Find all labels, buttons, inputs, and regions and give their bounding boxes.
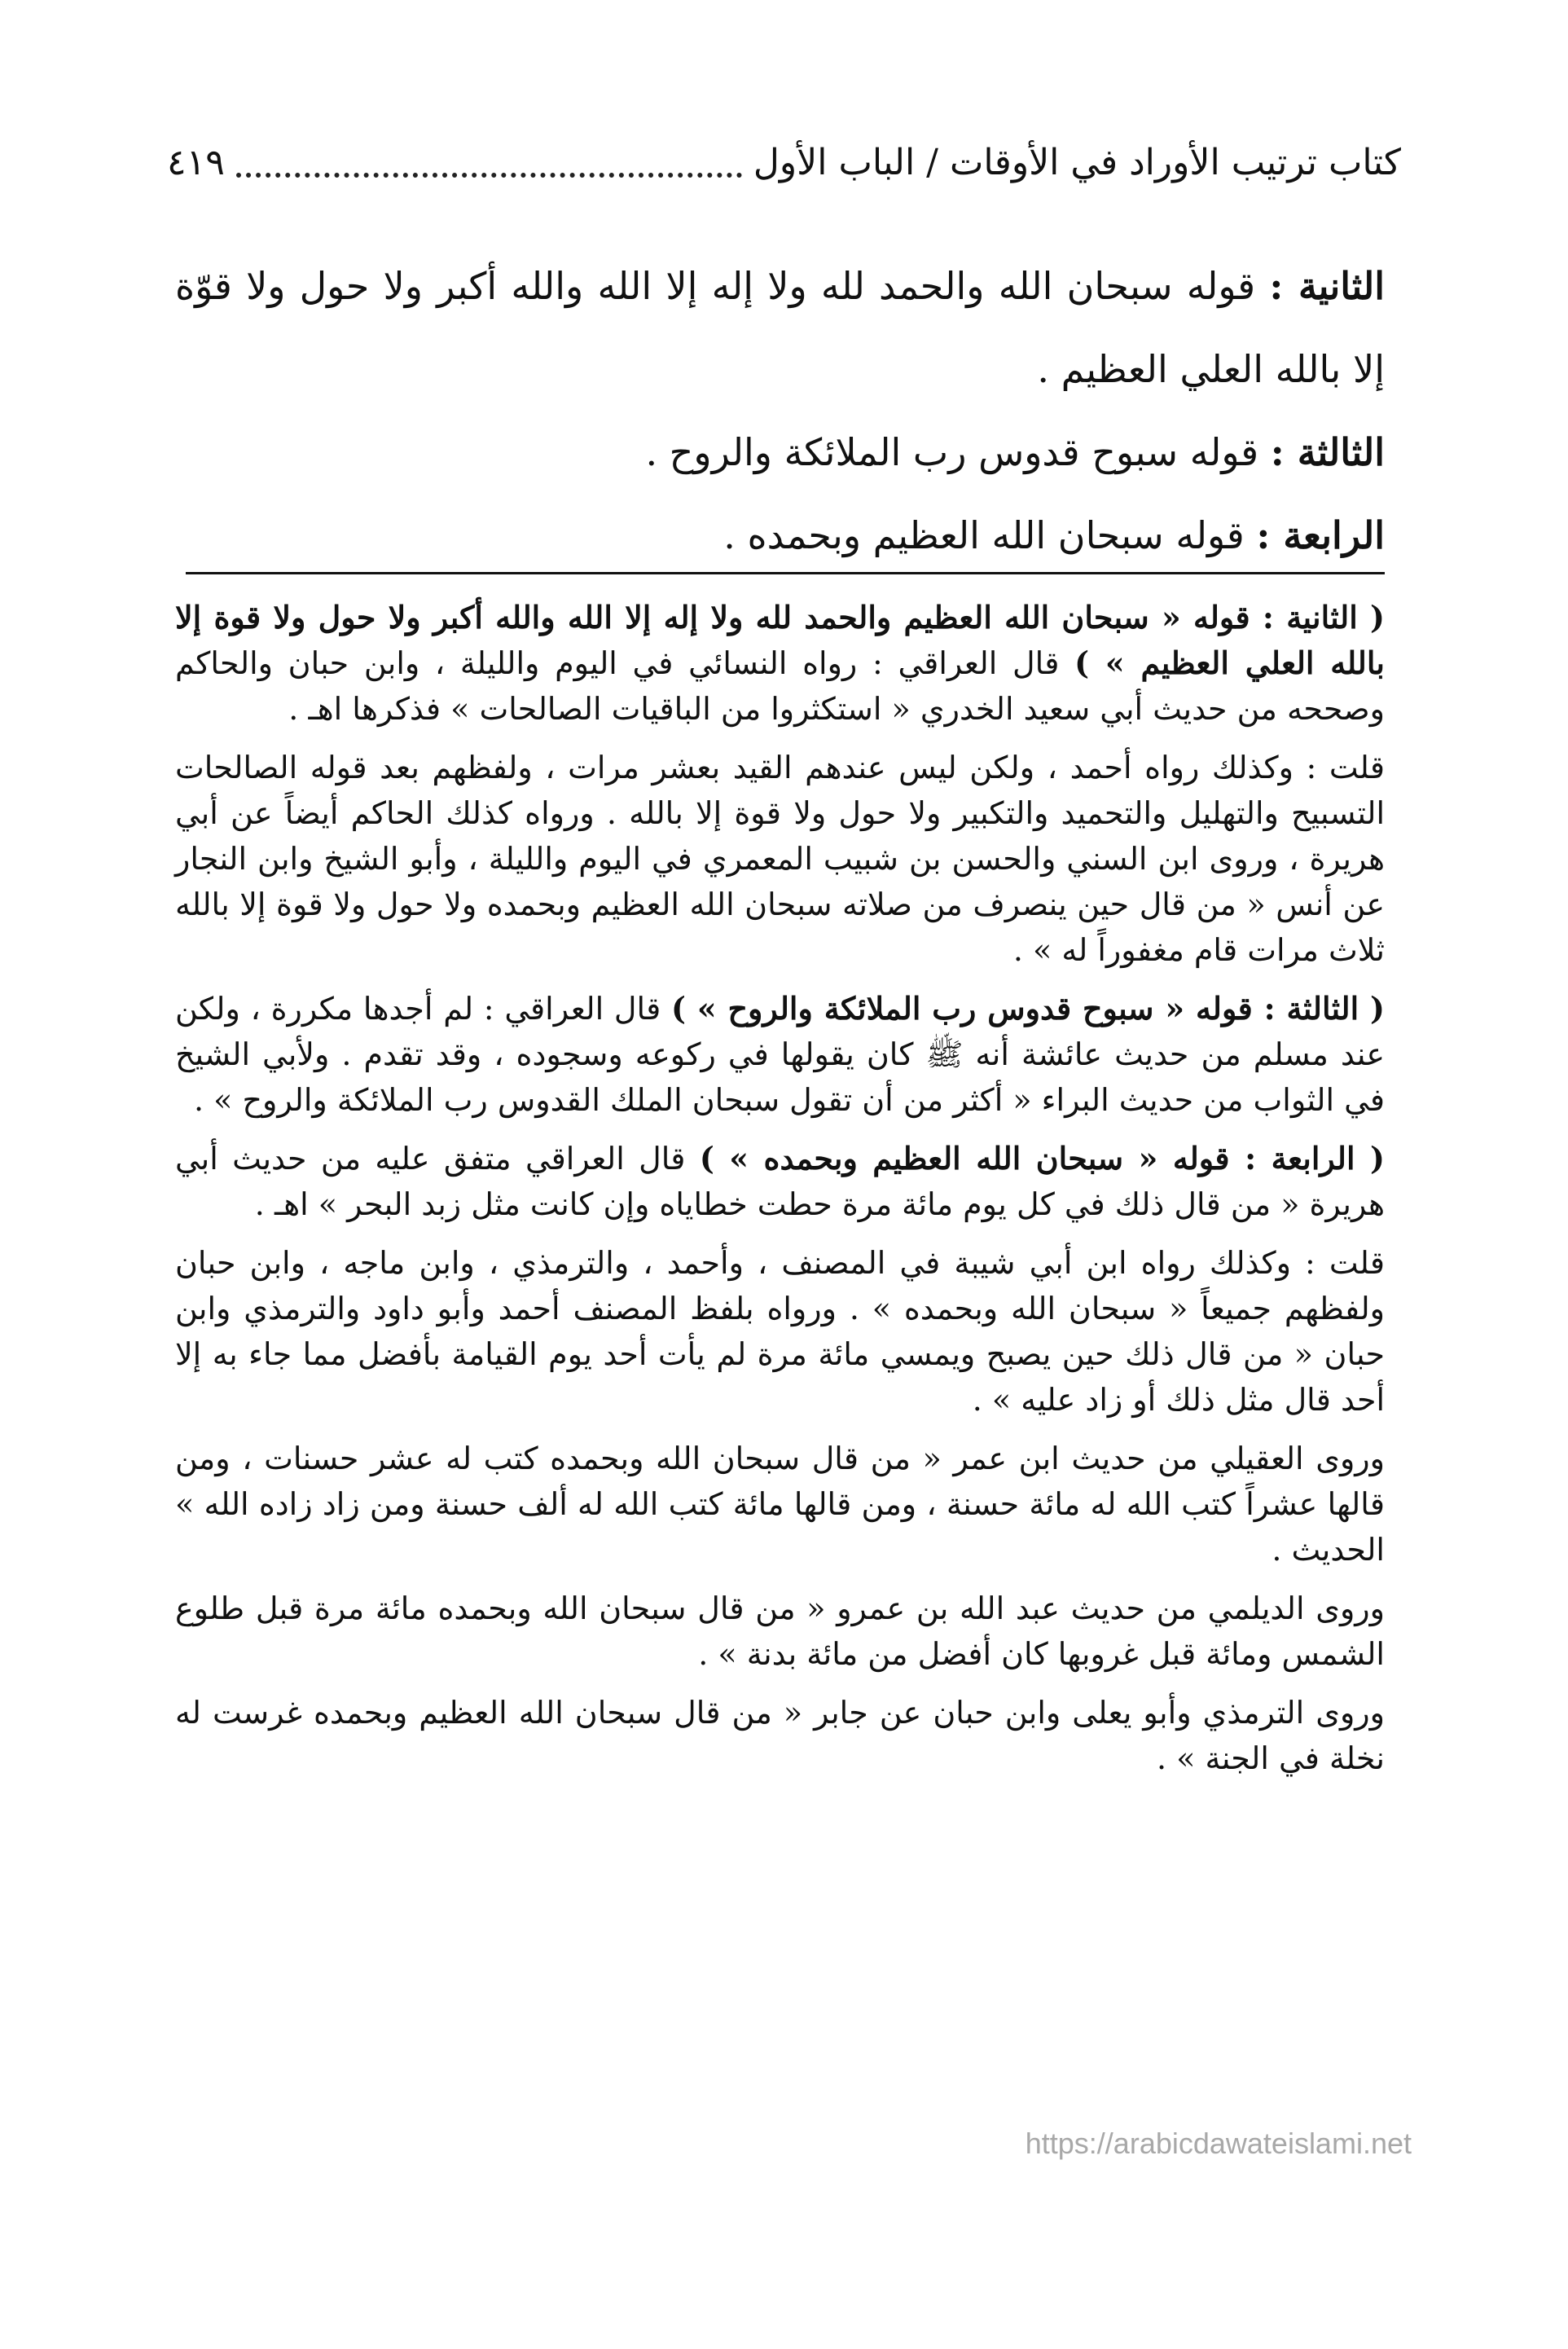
- paragraph-heading: الثانية :: [1269, 264, 1385, 308]
- main-paragraph: [175, 244, 1385, 411]
- watermark-url: https://arabicdawateislami.net: [1025, 2127, 1412, 2160]
- paragraph-heading: الثالثة :: [1270, 430, 1385, 474]
- commentary-paragraph: [175, 1586, 1385, 1677]
- commentary-paragraph: [175, 986, 1385, 1123]
- commentary-text: قال العراقي : لم أجدها مكررة ، ولكن عند مسلم من حديث عائشة أنه ﷺ كان يقولها في ركوعه وسجوده ، وقد تقدم . ولأبي الشيخ في الثواب من حديث البراء « أكثر من أن تقول سبحان الملك القدوس رب الملائكة والروح » .: [175, 991, 1385, 1118]
- page-number: ٤١٩: [167, 142, 225, 183]
- chapter-title: كتاب ترتيب الأوراد في الأوقات / الباب الأول: [753, 142, 1401, 183]
- paragraph-heading: الرابعة :: [1256, 513, 1385, 557]
- paragraph-text: قوله سبحان الله والحمد لله ولا إله إلا الله والله أكبر ولا حول ولا قوّة إلا بالله العلي العظيم .: [175, 264, 1385, 391]
- main-paragraph: [175, 494, 1385, 577]
- commentary-text: قلت : وكذلك رواه ابن أبي شيبة في المصنف ، وأحمد ، والترمذي ، وابن ماجه ، وابن حبان ولفظهم جميعاً « سبحان الله وبحمده » . ورواه بلفظ المصنف أحمد وأبو داود والترمذي وابن حبان « من قال ذلك حين يصبح ويمسي مائة مرة لم يأت أحد يوم القيامة بأفضل مما جاء به إلا أحد قال مثل ذلك أو زاد عليه » .: [175, 1245, 1385, 1418]
- running-header: [167, 137, 1401, 186]
- commentary-paragraph: [175, 1690, 1385, 1781]
- commentary-paragraph: [175, 1136, 1385, 1227]
- commentary-text: قال العراقي متفق عليه من حديث أبي هريرة « من قال ذلك في كل يوم مائة مرة حطت خطاياه وإن كانت مثل زبد البحر » اهـ .: [175, 1141, 1385, 1222]
- commentary-text: قلت : وكذلك رواه أحمد ، ولكن ليس عندهم القيد بعشر مرات ، ولفظهم بعد قوله الصالحات التسبيح والتهليل والتحميد والتكبير ولا حول ولا قوة إلا بالله . ورواه كذلك الحاكم أيضاً عن أبي هريرة ، وروى ابن السني والحسن بن شبيب المعمري في اليوم والليلة ، وأبو الشيخ وابن النجار عن أنس « من قال حين ينصرف من صلاته سبحان الله العظيم وبحمده ولا حول ولا قوة إلا بالله ثلاث مرات قام مغفوراً له » .: [175, 750, 1385, 968]
- commentary-paragraph: [175, 745, 1385, 973]
- section-divider: [186, 572, 1385, 574]
- commentary-paragraph: [175, 595, 1385, 732]
- commentary: [175, 595, 1385, 1794]
- main-paragraph: [175, 411, 1385, 494]
- main-text: [175, 244, 1385, 577]
- commentary-paragraph: [175, 1436, 1385, 1573]
- paragraph-text: قوله سبوح قدوس رب الملائكة والروح .: [645, 430, 1271, 474]
- commentary-paragraph: [175, 1240, 1385, 1423]
- commentary-text: وروى العقيلي من حديث ابن عمر « من قال سبحان الله وبحمده كتب له عشر حسنات ، ومن قالها عشراً كتب الله له مائة حسنة ، ومن قالها مائة كتب الله له ألف حسنة ومن زاد زاده الله » الحديث .: [175, 1441, 1385, 1568]
- quoted-phrase: ( الثانية : قوله « سبحان الله العظيم والحمد لله ولا إله إلا الله والله أكبر ولا حول ولا قوة إلا بالله العلي العظيم » ): [175, 599, 1385, 681]
- paragraph-text: قوله سبحان الله العظيم وبحمده .: [723, 513, 1257, 557]
- quoted-phrase: ( الرابعة : قوله « سبحان الله العظيم وبحمده » ): [699, 1140, 1386, 1177]
- commentary-text: قال العراقي : رواه النسائي في اليوم والليلة ، وابن حبان والحاكم وصححه من حديث أبي سعيد الخدري « استكثروا من الباقيات الصالحات » فذكرها اهـ .: [175, 645, 1385, 727]
- dotted-leader: [236, 173, 742, 178]
- commentary-text: وروى الترمذي وأبو يعلى وابن حبان عن جابر « من قال سبحان الله العظيم وبحمده غرست له نخلة في الجنة » .: [175, 1695, 1385, 1776]
- commentary-text: وروى الديلمي من حديث عبد الله بن عمرو « من قال سبحان الله وبحمده مائة مرة قبل طلوع الشمس ومائة قبل غروبها كان أفضل من مائة بدنة » .: [175, 1590, 1385, 1672]
- quoted-phrase: ( الثالثة : قوله « سبوح قدوس رب الملائكة والروح » ): [670, 990, 1385, 1027]
